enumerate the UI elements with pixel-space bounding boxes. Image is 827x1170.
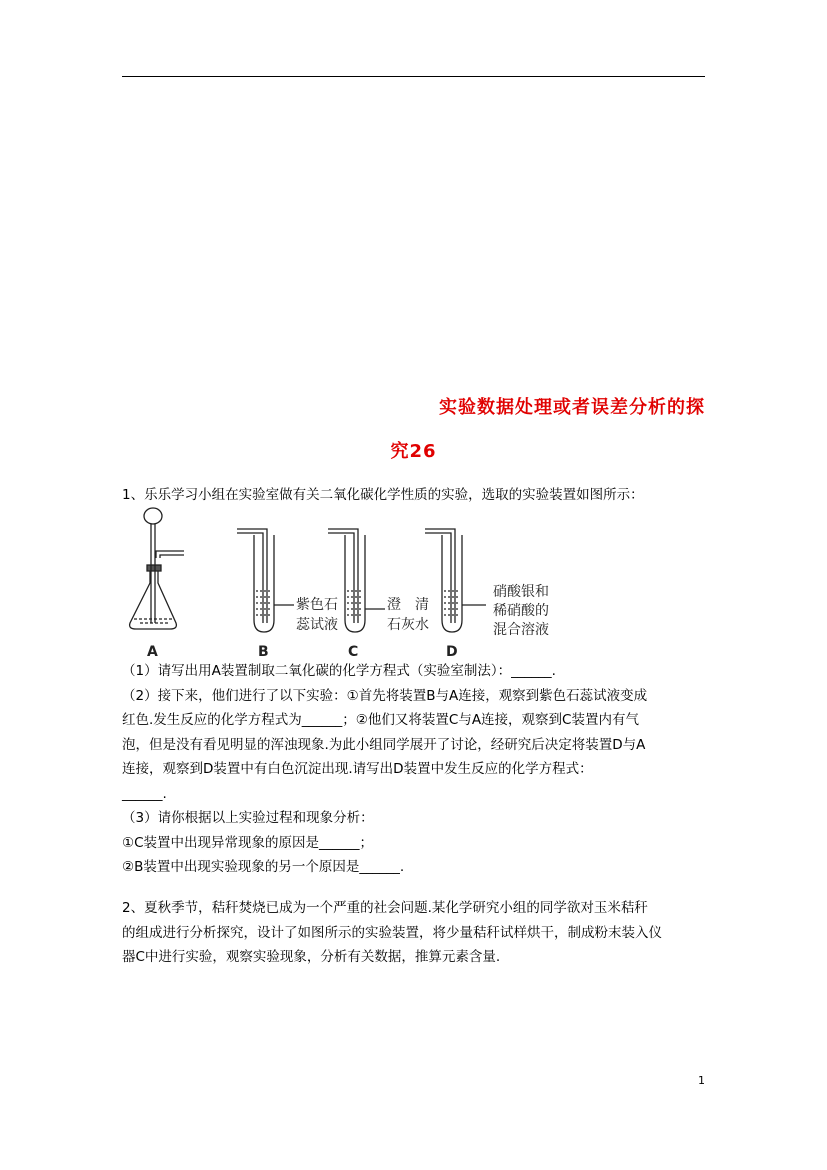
q2-line: 的组成进行分析探究，设计了如图所示的实验装置，将少量秸秆试样烘干，制成粉末装入仪 — [122, 924, 662, 941]
b-reagent-line-1: 紫色石 — [296, 597, 338, 613]
q2-line: 器C中进行实验，观察实验现象，分析有关数据，推算元素含量. — [122, 949, 501, 965]
c-reagent-line-1: 澄 清 — [387, 597, 429, 613]
b-reagent-line-2: 蕊试液 — [296, 617, 338, 633]
label-c: C — [348, 644, 359, 660]
question-2-body — [122, 896, 706, 970]
label-a: A — [147, 644, 158, 660]
q1-line: （3）请你根据以上实验过程和现象分析： — [122, 810, 374, 826]
q1-line: ①C装置中出现异常现象的原因是______； — [122, 834, 374, 851]
page-number: 1 — [698, 1074, 705, 1087]
q2-line: 2、夏秋季节，秸秆焚烧已成为一个严重的社会问题.某化学研究小组的同学欲对玉米秸秆 — [122, 900, 648, 916]
title-line-1: 实验数据处理或者误差分析的探 — [439, 397, 705, 418]
question-1-body — [122, 659, 706, 880]
q1-line: ②B装置中出现实验现象的另一个原因是______. — [122, 859, 405, 875]
d-reagent-line-3: 混合溶液 — [493, 622, 549, 638]
q1-line: （2）接下来，他们进行了以下实验：①首先将装置B与A连接，观察到紫色石蕊试液变成 — [122, 687, 648, 704]
title-line-2: 究26 — [390, 441, 437, 462]
question-1-stem — [122, 483, 706, 508]
d-reagent-line-2: 稀硝酸的 — [493, 603, 549, 619]
q1-line: （1）请写出用A装置制取二氧化碳的化学方程式（实验室制法）：______. — [122, 663, 556, 679]
apparatus-d — [425, 529, 486, 632]
question-1-stem-text: 1、乐乐学习小组在实验室做有关二氧化碳化学性质的实验，选取的实验装置如图所示： — [122, 487, 644, 503]
d-reagent-line-1: 硝酸银和 — [493, 584, 549, 600]
q1-line: 泡，但是没有看见明显的浑浊现象.为此小组同学展开了讨论，经研究后决定将装置D与A — [122, 736, 646, 753]
apparatus-a — [130, 508, 184, 629]
apparatus-b — [237, 529, 294, 632]
q1-line: 连接，观察到D装置中有白色沉淀出现.请写出D装置中发生反应的化学方程式： — [122, 761, 593, 777]
label-d: D — [446, 644, 458, 660]
apparatus-figure — [122, 505, 572, 660]
label-b: B — [258, 644, 269, 660]
q1-line: 红色.发生反应的化学方程式为______；②他们又将装置C与A连接，观察到C装置内有气 — [122, 712, 639, 728]
c-reagent-line-2: 石灰水 — [387, 617, 429, 633]
header-rule — [122, 76, 705, 77]
q1-line: ______. — [122, 785, 167, 802]
